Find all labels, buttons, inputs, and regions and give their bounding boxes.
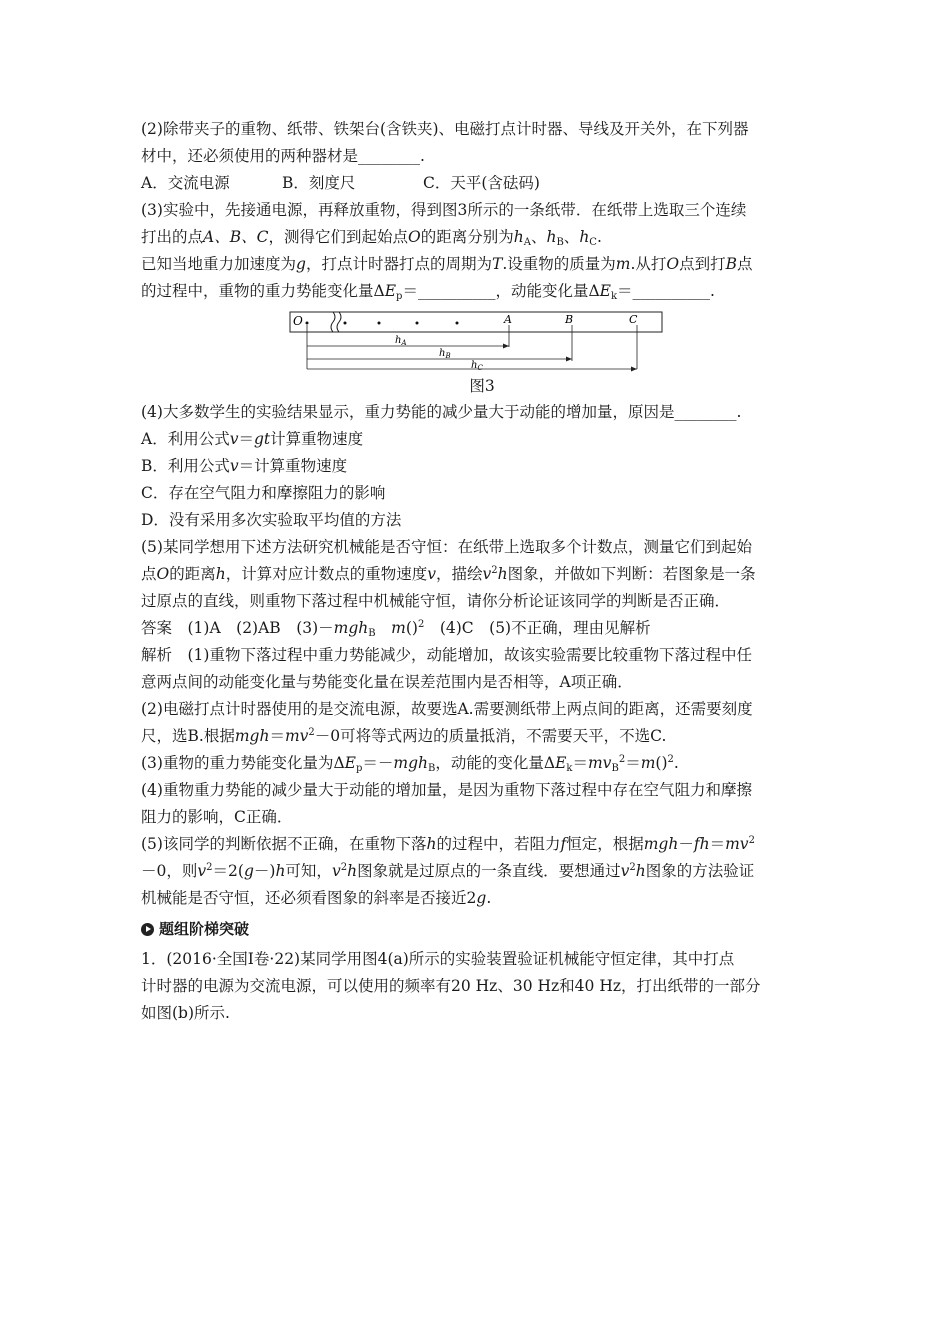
- q3-e: E: [599, 282, 611, 300]
- analysis-mv: mv: [587, 754, 612, 772]
- q3-text: ＝__________.: [617, 282, 715, 300]
- problem-1-line-2: 计时器的电源为交流电源，可以使用的频率有20 Hz、30 Hz和40 Hz，打出纸带的一部分: [141, 977, 761, 995]
- q3-line-4: [141, 278, 813, 305]
- q4-text: 计算重物速度: [270, 430, 364, 448]
- q3-end: .: [596, 228, 602, 246]
- q3-point-o: O: [666, 255, 680, 273]
- answer-line: [141, 615, 813, 642]
- analysis-sq: 2: [667, 754, 674, 765]
- q3-text: 点: [737, 255, 753, 273]
- q3-line-3: [141, 251, 813, 278]
- analysis-p3-line: [141, 750, 813, 777]
- analysis-v: v: [331, 862, 341, 880]
- analysis-minus: －: [678, 835, 694, 853]
- analysis-p2-line-1: (2)电磁打点计时器使用的是交流电源，故要选A.需要测纸带上两点间的距离，还需要刻度: [141, 700, 753, 718]
- q3-g: g: [296, 255, 306, 273]
- label-b: B: [565, 313, 574, 326]
- q3-point-b: B: [725, 255, 738, 273]
- analysis-p5-line-3: [141, 885, 813, 912]
- label-ha: $h_A$: [395, 335, 407, 347]
- q3-point-o: O: [407, 228, 421, 246]
- answer-paren: (): [405, 619, 418, 637]
- q3-h: h: [579, 228, 590, 246]
- analysis-end: .: [486, 889, 492, 907]
- problem-1-line-3: 如图(b)所示.: [141, 1004, 230, 1022]
- q5-v: v: [427, 565, 437, 583]
- q5-text: ，描绘: [436, 565, 483, 583]
- analysis-text: 机械能是否守恒，还必须看图象的斜率是否接近2: [141, 889, 477, 907]
- q3-sep: 、: [563, 228, 580, 246]
- section-header: [141, 916, 813, 943]
- analysis-text: 恒定，根据: [566, 835, 644, 853]
- analysis-eq: ＝: [709, 835, 726, 853]
- arrowhead: [566, 357, 572, 362]
- answer-space: [376, 619, 392, 637]
- analysis-mv: mv: [725, 835, 749, 853]
- analysis-p2-line-2: [141, 723, 813, 750]
- q3-text: .从打: [630, 255, 667, 273]
- analysis-p4-line-1: (4)重物重力势能的减少量大于动能的增加量，是因为重物下落过程中存在空气阻力和摩擦: [141, 781, 752, 799]
- q3-sub-k: k: [610, 291, 618, 302]
- analysis-v: v: [197, 862, 207, 880]
- q3-text: 的距离分别为: [420, 228, 514, 246]
- document-content: [141, 116, 813, 1027]
- analysis-sq: 2: [340, 862, 348, 873]
- analysis-h: h: [275, 862, 286, 880]
- analysis-e: E: [344, 754, 356, 772]
- q3-h: h: [513, 228, 524, 246]
- q3-text: ，测得它们到起始点: [268, 228, 408, 246]
- q2-line-1: (2)除带夹子的重物、纸带、铁架台(含铁夹)、电磁打点计时器、导线及开关外，在下列器: [141, 120, 749, 138]
- analysis-text: －0可将等式两边的质量抵消，不需要天平，不选C.: [314, 727, 667, 745]
- figure-3: [141, 311, 813, 373]
- q3-text: 点到打: [679, 255, 726, 273]
- q2-options: [141, 170, 813, 197]
- q5-line-2: [141, 561, 813, 588]
- analysis-mgh: mgh: [393, 754, 429, 772]
- analysis-text: ，动能的变化量Δ: [435, 754, 556, 772]
- analysis-text: 可知，: [285, 862, 332, 880]
- q5-text: 点: [141, 565, 157, 583]
- q3-text: 已知当地重力加速度为: [141, 255, 297, 273]
- analysis-mgh: mgh: [643, 835, 679, 853]
- label-hb: $h_B$: [439, 348, 451, 360]
- q5-text: 的距离: [169, 565, 216, 583]
- analysis-sub-b: B: [611, 763, 619, 774]
- q4-gt: gt: [253, 430, 271, 448]
- tape-dot: [344, 322, 347, 325]
- q5-text: 图象，并做如下判断：若图象是一条: [507, 565, 756, 583]
- q4-line-1: (4)大多数学生的实验结果显示，重力势能的减少量大于动能的增加量，原因是________.: [141, 403, 742, 421]
- q3-points: A、B、C: [203, 228, 269, 246]
- q3-sep: 、: [530, 228, 547, 246]
- analysis-p1-line-2: 意两点间的动能变化量与势能变化量在误差范围内是否相等，A项正确．: [141, 673, 633, 691]
- q4-v: v: [229, 430, 239, 448]
- figure-caption: 图3: [469, 377, 495, 395]
- analysis-v: v: [620, 862, 630, 880]
- analysis-mv: mv: [284, 727, 309, 745]
- analysis-mgh: mgh: [234, 727, 270, 745]
- q2-option-a: A．交流电源: [141, 174, 230, 192]
- paper-tape-diagram: [289, 311, 669, 373]
- analysis-eq: ＝: [572, 754, 588, 772]
- q5-o: O: [156, 565, 170, 583]
- analysis-text: －): [253, 862, 276, 880]
- analysis-p1-line-1: 解析 (1)重物下落过程中重力势能减少，动能增加，故该实验需要比较重物下落过程中任: [141, 646, 752, 664]
- answer-text: (4)C (5)不正确，理由见解析: [424, 619, 651, 637]
- analysis-g: g: [476, 889, 487, 907]
- q5-v: v: [482, 565, 492, 583]
- answer-m: m: [391, 619, 406, 637]
- q4-option-d: D．没有采用多次实验取平均值的方法: [141, 511, 402, 529]
- analysis-sq: 2: [629, 862, 636, 873]
- q2-line-2: 材中，还必须使用的两种器材是________.: [141, 147, 425, 165]
- q3-text: 打出的点: [141, 228, 204, 246]
- play-circle-icon: [141, 923, 154, 936]
- analysis-sub-k: k: [566, 763, 573, 774]
- analysis-f: f: [560, 835, 567, 853]
- tape-dot: [378, 322, 381, 325]
- analysis-paren: (): [655, 754, 668, 772]
- label-o: O: [293, 314, 303, 328]
- tape-dot: [306, 322, 309, 325]
- q4-text: A．利用公式: [141, 430, 230, 448]
- q2-option-c: C．天平(含砝码): [423, 174, 540, 192]
- q3-m: m: [615, 255, 631, 273]
- q4-eq: ＝: [238, 430, 254, 448]
- q4-text: ＝计算重物速度: [238, 457, 348, 475]
- answer-sq: 2: [417, 619, 425, 630]
- arrowhead: [631, 367, 637, 372]
- analysis-p5-line-1: [141, 831, 813, 858]
- analysis-e: E: [555, 754, 567, 772]
- analysis-sq: 2: [748, 835, 755, 846]
- analysis-p5-line-2: [141, 858, 813, 885]
- analysis-sub-p: p: [355, 763, 363, 774]
- answer-text: 答案 (1)A (2)AB (3)－: [141, 619, 334, 637]
- q4-option-c: C．存在空气阻力和摩擦阻力的影响: [141, 484, 386, 502]
- q5-h: h: [215, 565, 226, 583]
- analysis-h: h: [426, 835, 437, 853]
- q5-h: h: [497, 565, 508, 583]
- analysis-h: h: [635, 862, 646, 880]
- analysis-text: (5)该同学的判断依据不正确，在重物下落: [141, 835, 427, 853]
- analysis-fh: fh: [693, 835, 710, 853]
- analysis-text: 的过程中，若阻力: [436, 835, 561, 853]
- answer-mgh: mgh: [333, 619, 369, 637]
- analysis-text: ＝2(: [212, 862, 244, 880]
- analysis-sq: 2: [618, 754, 626, 765]
- analysis-text: 尺，选B.根据: [141, 727, 235, 745]
- analysis-text: 图象就是过原点的一条直线．要想通过: [357, 862, 621, 880]
- problem-1-line-1: 1．(2016·全国Ⅰ卷·22)某同学用图4(a)所示的实验装置验证机械能守恒定律，其中打点: [141, 950, 735, 968]
- q3-line-1: (3)实验中，先接通电源，再释放重物，得到图3所示的一条纸带．在纸带上选取三个连续: [141, 201, 747, 219]
- tape-dot: [416, 322, 419, 325]
- q3-text: .设重物的质量为: [502, 255, 616, 273]
- analysis-g: g: [243, 862, 254, 880]
- q4-text: B．利用公式: [141, 457, 230, 475]
- analysis-text: －0，则: [141, 862, 198, 880]
- q4-option-a: [141, 426, 813, 453]
- analysis-sq: 2: [308, 727, 315, 738]
- q3-h: h: [546, 228, 557, 246]
- analysis-h: h: [347, 862, 358, 880]
- analysis-eq: ＝－: [362, 754, 394, 772]
- q3-h-sub: C: [589, 237, 597, 248]
- analysis-p4-line-2: 阻力的影响，C正确．: [141, 808, 293, 826]
- analysis-eq: ＝: [625, 754, 641, 772]
- q3-text: 的过程中，重物的重力势能变化量Δ: [141, 282, 385, 300]
- analysis-text: 图象的方法验证: [645, 862, 755, 880]
- q3-h-sub: B: [556, 237, 564, 248]
- tape-dot: [456, 322, 459, 325]
- q5-line-1: (5)某同学想用下述方法研究机械能是否守恒：在纸带上选取多个计数点，测量它们到起始: [141, 538, 752, 556]
- q5-line-3: 过原点的直线，则重物下落过程中机械能守恒，请你分析论证该同学的判断是否正确．: [141, 592, 731, 610]
- q3-text: ，打点计时器打点的周期为: [305, 255, 492, 273]
- q2-option-b: B．刻度尺: [282, 174, 356, 192]
- label-hc: $h_C$: [471, 360, 483, 372]
- analysis-end: .: [673, 754, 679, 772]
- q3-text: ＝__________，动能变化量Δ: [402, 282, 600, 300]
- q5-sq: 2: [491, 565, 498, 576]
- q3-h-sub: A: [523, 237, 531, 248]
- analysis-m: m: [640, 754, 656, 772]
- q4-v: v: [229, 457, 239, 475]
- q3-e: E: [384, 282, 397, 300]
- arrowhead: [503, 344, 509, 349]
- q4-option-b: [141, 453, 813, 480]
- analysis-eq: ＝: [269, 727, 285, 745]
- label-a: A: [504, 313, 512, 326]
- answer-sub-b: B: [368, 628, 376, 639]
- q5-text: ，计算对应计数点的重物速度: [225, 565, 428, 583]
- q3-line-2: [141, 224, 813, 251]
- analysis-text: (3)重物的重力势能变化量为Δ: [141, 754, 345, 772]
- q3-sub-p: p: [396, 291, 403, 302]
- section-title: 题组阶梯突破: [159, 920, 250, 938]
- analysis-sub-b: B: [428, 763, 436, 774]
- q3-t: T: [491, 255, 503, 273]
- label-c: C: [629, 313, 638, 326]
- analysis-sq: 2: [206, 862, 213, 873]
